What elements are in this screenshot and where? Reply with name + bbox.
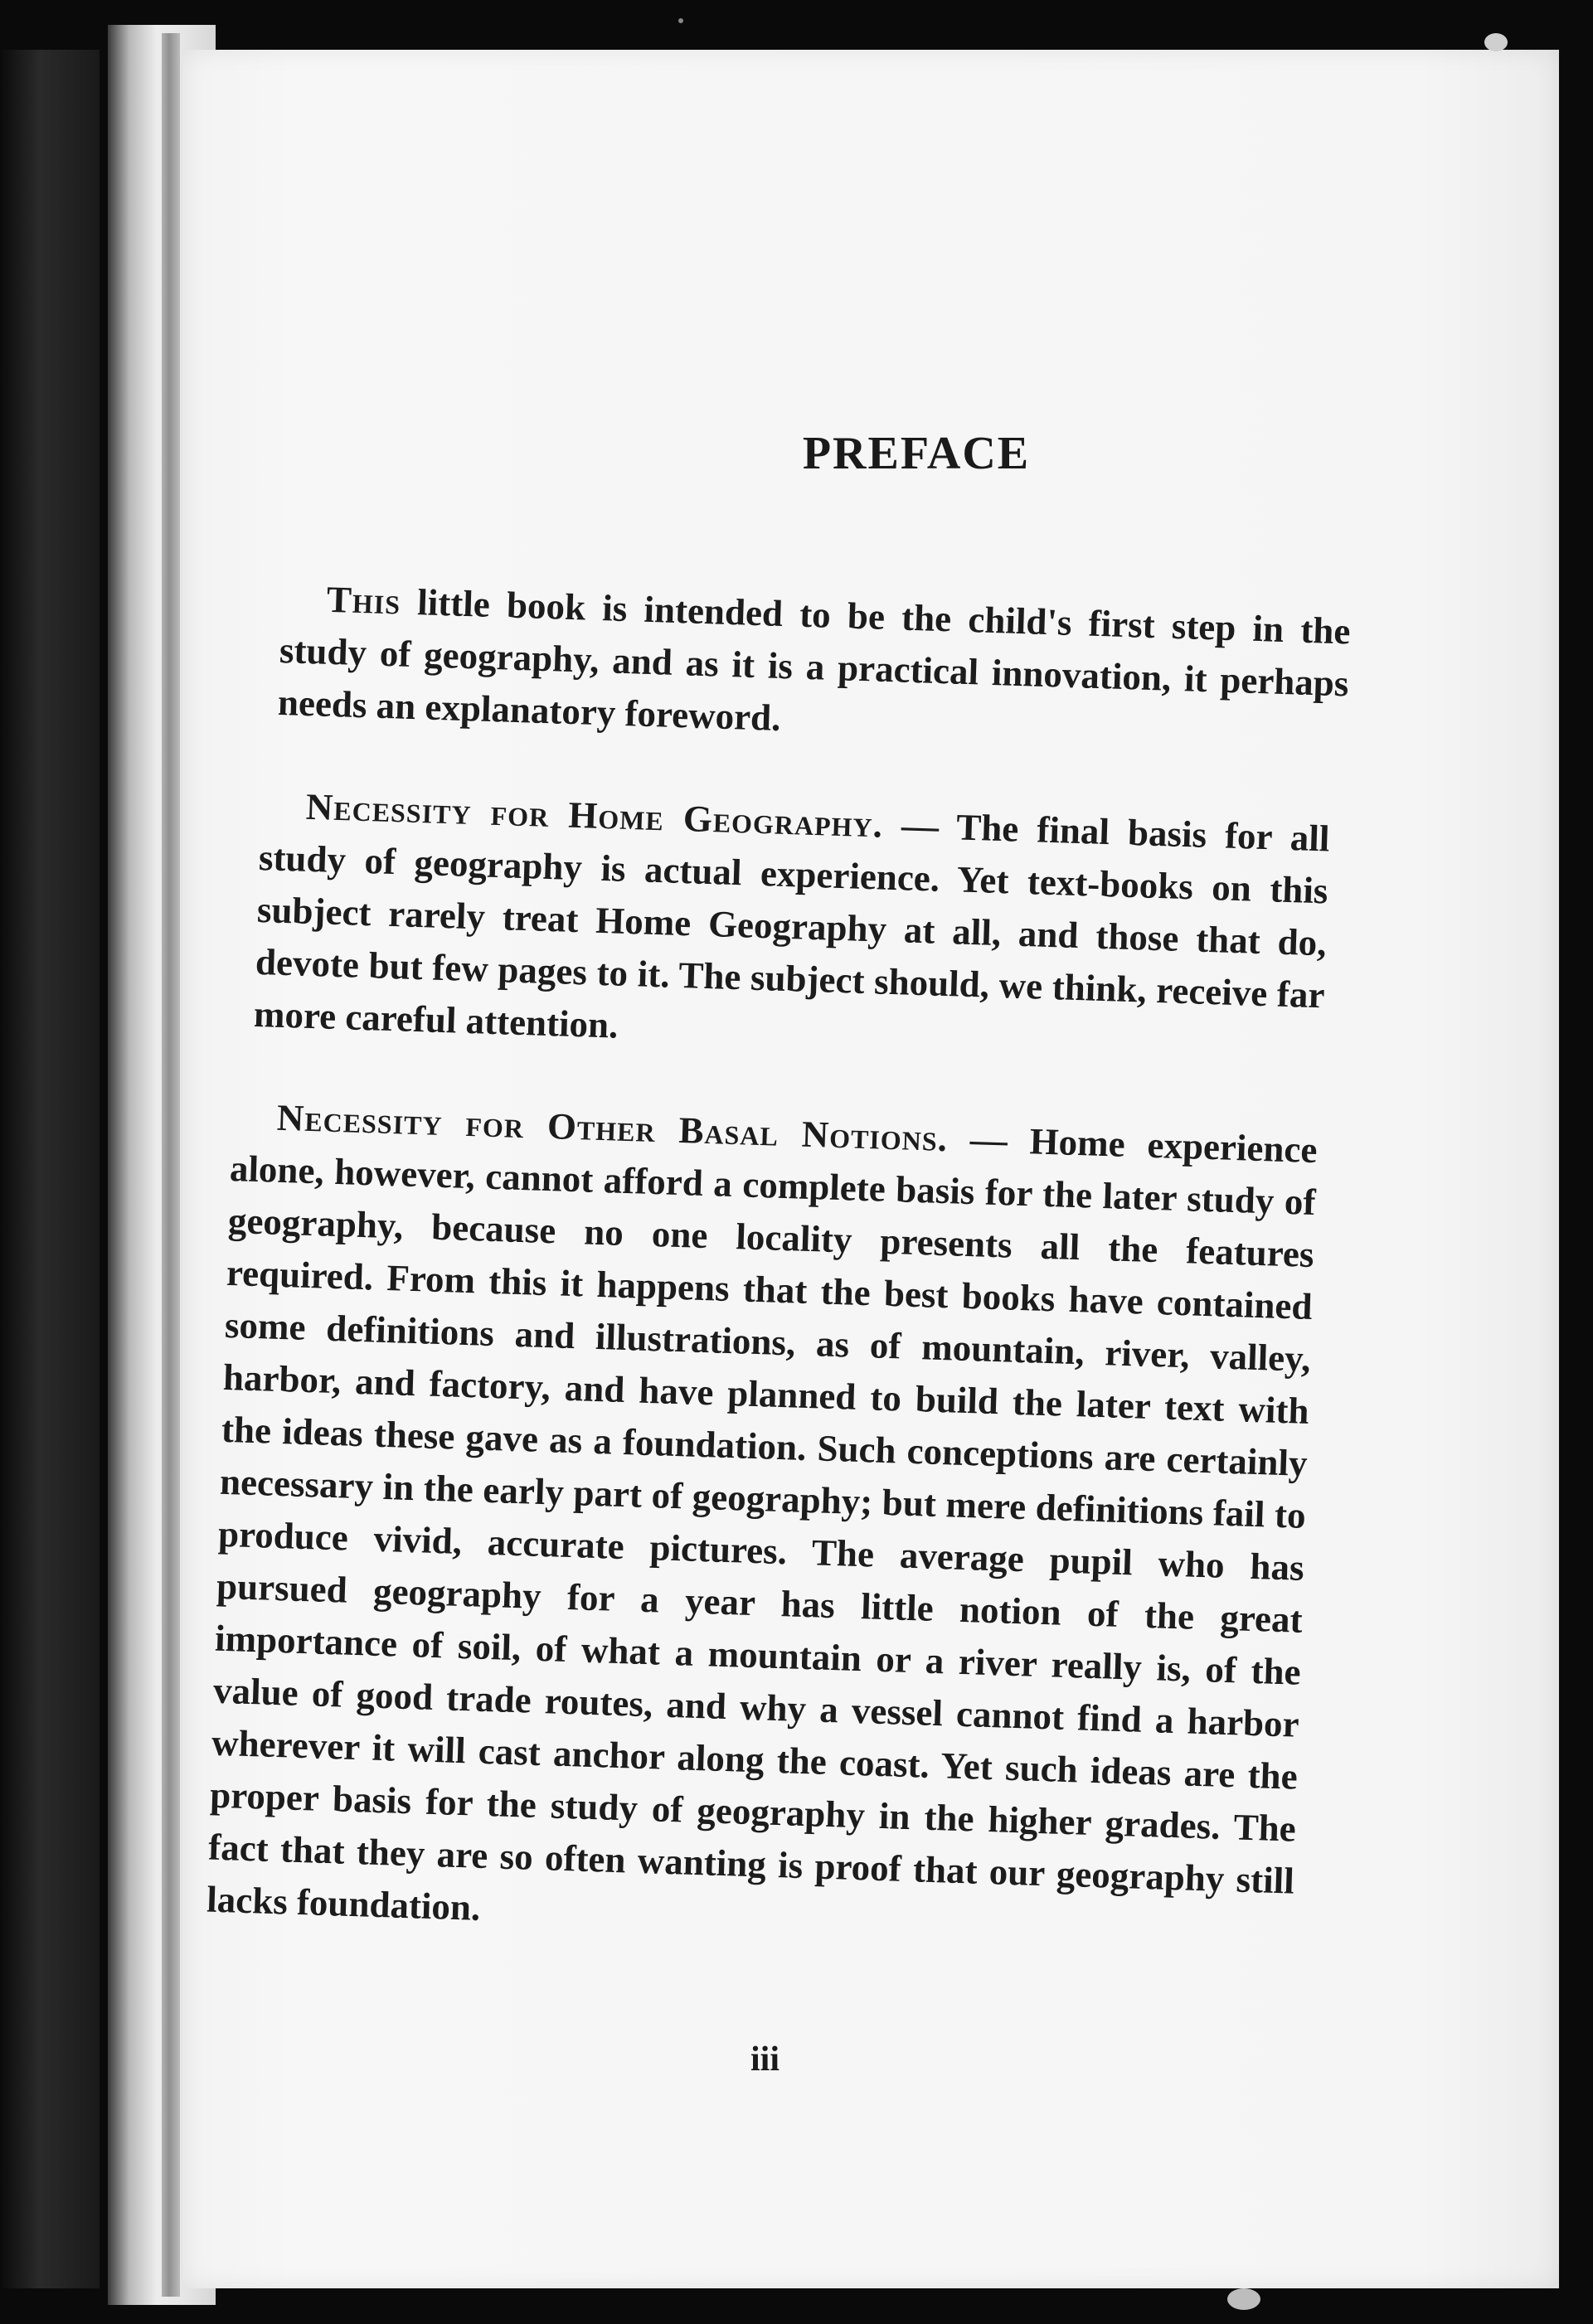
basal-notions-heading: Necessity for Other Basal Notions. [276,1096,949,1160]
page-title: PREFACE [802,428,1031,479]
intro-lead-word: This [326,578,401,623]
intro-paragraph [277,572,1351,762]
basal-notions-paragraph [206,1090,1318,1960]
scan-speck [678,18,683,23]
home-geography-paragraph [253,779,1330,1074]
home-geography-heading: Necessity for Home Geography. [305,785,884,846]
book-page [182,50,1559,2288]
page-number: iii [750,2040,780,2079]
scan-speck [1484,33,1508,51]
home-geography-text: — The final basis for all study of geography is actual experience. Yet text-books on this subject rarely treat Home Geography at all, and those that do, devote but few pages to it. The subject should, we think, receive far more careful attention. [253,803,1331,1046]
basal-notions-text: — Home experience alone, however, cannot afford a complete basis for the later study of geography, because no one locality presents all the features required. From this it happens that the best books have contained some definitions and illustrations, as of mountain, river, valley, harbor, and factory, and have planned to build the later text with the ideas these gave as a foundation. Such conceptions are certainly necessary in the early part of geography; but mere definitions fail to produce vivid, accurate pictures. The average pupil who has pursued geography for a year has little notion of the great importance of soil, of what a mountain or a river really is, of the value of good trade routes, and why a vessel cannot find a harbor wherever it will cast anchor along the coast. Yet such ideas are the proper basis for the study of geography in the higher grades. The fact that they are so often wanting is proof that our geography still lacks foundation. [206,1118,1319,1929]
intro-text: little book is intended to be the child's first step in the study of geography, and as it is a practical innovation, it perhaps needs an explanatory foreword. [277,580,1352,739]
facing-page-edge [0,50,100,2288]
scan-speck [1227,2288,1260,2310]
spine-crease [162,33,180,2297]
